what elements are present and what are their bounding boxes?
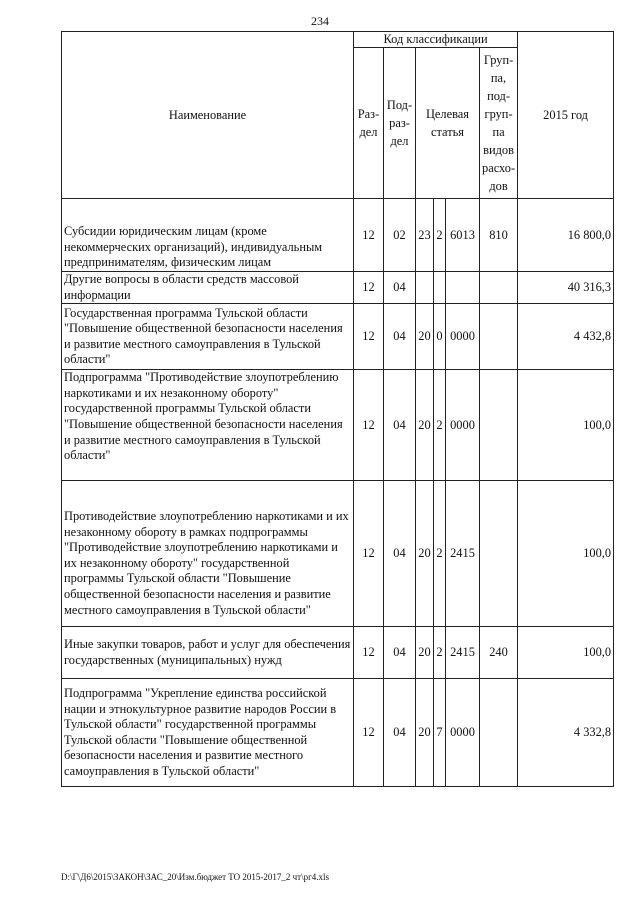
row-cs3: [446, 272, 480, 304]
row-amount: 40 316,3: [518, 272, 614, 304]
row-name: Другие вопросы в области средств массовой информации: [62, 272, 354, 304]
row-cs2: 7: [434, 679, 446, 787]
row-cs3: 2415: [446, 481, 480, 627]
row-razdel: 12: [354, 272, 384, 304]
header-razdel: Раз- дел: [354, 48, 384, 199]
row-cs2: 2: [434, 627, 446, 679]
row-vid: [480, 272, 518, 304]
header-podrazdel: Под- раз- дел: [384, 48, 416, 199]
header-year: 2015 год: [518, 32, 614, 199]
table-row: [62, 370, 614, 481]
table-row: [62, 679, 614, 787]
row-razdel: 12: [354, 679, 384, 787]
row-amount: 100,0: [518, 481, 614, 627]
row-name: Подпрограмма "Укрепление единства российской нации и этнокультурное развитие народов России в Тульской области" государственной программы Тульской области "Повышение общественной безопасности населения и развитие местного самоуправления в Тульской области": [62, 679, 354, 787]
row-name: Противодействие злоупотреблению наркотиками и их незаконному обороту в рамках подпрограммы "Противодействие злоупотреблению наркотиками и их незаконному обороту" государственной программы Тульской области "Повышение общественной безопасности населения и развитие местного самоуправления в Тульской области": [62, 481, 354, 627]
row-podrazdel: 04: [384, 627, 416, 679]
file-path-footer: D:\Г\Д6\2015\ЗАКОН\ЗАС_20\Изм.бюджет ТО 2015-2017_2 чт\рг4.xls: [61, 872, 330, 882]
table-row: [62, 481, 614, 627]
header-name: Наименование: [62, 32, 354, 199]
row-cs1: 20: [416, 627, 434, 679]
table-row: [62, 304, 614, 370]
row-cs1: 20: [416, 679, 434, 787]
row-vid: [480, 481, 518, 627]
row-vid: 240: [480, 627, 518, 679]
row-name: Субсидии юридическим лицам (кроме некоммерческих организаций), индивидуальным предпринимателям, физическим лицам: [62, 199, 354, 272]
table-row: [62, 199, 614, 272]
row-cs2: [434, 272, 446, 304]
row-vid: 810: [480, 199, 518, 272]
row-podrazdel: 04: [384, 370, 416, 481]
row-cs2: 2: [434, 370, 446, 481]
row-cs3: 0000: [446, 304, 480, 370]
row-razdel: 12: [354, 627, 384, 679]
row-amount: 100,0: [518, 627, 614, 679]
table-row: [62, 627, 614, 679]
row-razdel: 12: [354, 304, 384, 370]
row-razdel: 12: [354, 481, 384, 627]
header-vid-rashodov: Груп- па, под- груп- па видов расхо- дов: [480, 48, 518, 199]
row-podrazdel: 04: [384, 272, 416, 304]
header-tselevaya-statya: Целевая статья: [416, 48, 480, 199]
row-cs3: 0000: [446, 679, 480, 787]
row-name: Иные закупки товаров, работ и услуг для обеспечения государственных (муниципальных) нужд: [62, 627, 354, 679]
row-podrazdel: 04: [384, 679, 416, 787]
row-cs1: [416, 272, 434, 304]
row-name: Государственная программа Тульской области "Повышение общественной безопасности населения и развитие местного самоуправления в Тульской области": [62, 304, 354, 370]
row-cs1: 23: [416, 199, 434, 272]
row-razdel: 12: [354, 199, 384, 272]
row-cs2: 2: [434, 481, 446, 627]
row-cs1: 20: [416, 304, 434, 370]
row-cs1: 20: [416, 370, 434, 481]
budget-table: [61, 31, 614, 787]
row-vid: [480, 679, 518, 787]
row-cs3: 0000: [446, 370, 480, 481]
row-vid: [480, 370, 518, 481]
table-row: [62, 272, 614, 304]
row-name: Подпрограмма "Противодействие злоупотреблению наркотиками и их незаконному обороту" государственной программы Тульской области "Повышение общественной безопасности населения и развитие местного самоуправления в Тульской области": [62, 370, 354, 481]
row-podrazdel: 02: [384, 199, 416, 272]
row-cs3: 2415: [446, 627, 480, 679]
row-amount: 100,0: [518, 370, 614, 481]
row-amount: 4 332,8: [518, 679, 614, 787]
row-amount: 16 800,0: [518, 199, 614, 272]
header-classification-code: Код классификации: [354, 32, 518, 48]
row-podrazdel: 04: [384, 304, 416, 370]
page-number: 234: [311, 14, 329, 28]
row-razdel: 12: [354, 370, 384, 481]
row-vid: [480, 304, 518, 370]
row-cs2: 2: [434, 199, 446, 272]
table-header: [62, 32, 614, 199]
row-amount: 4 432,8: [518, 304, 614, 370]
row-cs1: 20: [416, 481, 434, 627]
row-cs2: 0: [434, 304, 446, 370]
row-podrazdel: 04: [384, 481, 416, 627]
row-cs3: 6013: [446, 199, 480, 272]
table-body: [62, 199, 614, 787]
